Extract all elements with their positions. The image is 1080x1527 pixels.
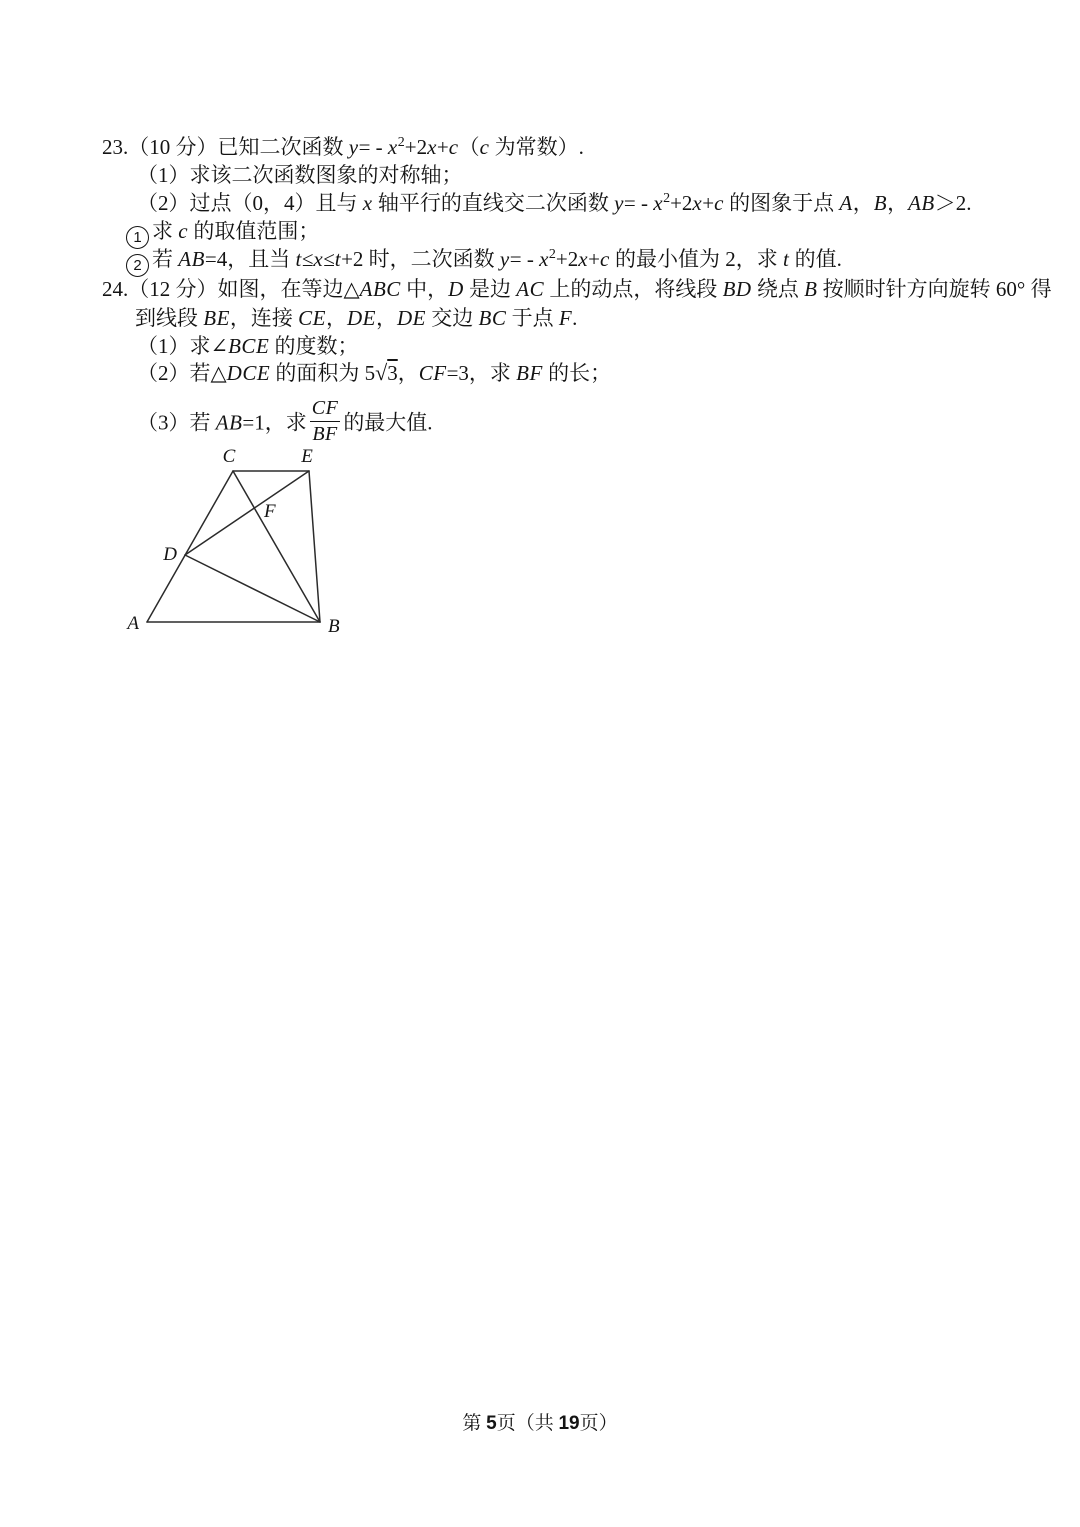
figure-edge-AC xyxy=(147,471,233,622)
figure-edge-EB xyxy=(309,471,320,622)
figure-label-A: A xyxy=(127,613,139,634)
q23-part-2: （2）过点（0，4）且与 x 轴平行的直线交二次函数 $y= - x^2+2x+c$ 的图象于点 A，B，AB＞2. xyxy=(137,191,972,215)
figure-edge-DE xyxy=(185,471,309,555)
q24-part-1: （1）求∠BCE 的度数； xyxy=(137,334,359,358)
figure-label-D: D xyxy=(163,544,177,565)
geometry-figure-svg xyxy=(125,448,357,644)
geometry-figure xyxy=(125,448,357,649)
q24-part-3: （3）若 AB=1，求 $\frac{CF}{BF}$ 的最大值. xyxy=(137,397,433,445)
figure-label-F: F xyxy=(264,501,276,522)
q24-part-2: （2）若△DCE 的面积为 5√3，CF=3，求 BF 的长； xyxy=(137,360,612,385)
q23-heading: 23.（10 分）已知二次函数 $y= - x^2+2x+c(c$ 为常数）. xyxy=(102,135,584,159)
q23-sub-circle-1: 1 求 c 的取值范围； xyxy=(0,217,1060,249)
page-footer: 第 5页（共 19页） xyxy=(462,1413,618,1434)
q24-heading: 24.（12 分）如图，在等边△ABC 中，D 是边 AC 上的动点，将线段 BD 绕点 B 按顺时针方向旋转 60° 得 xyxy=(102,277,1052,301)
q24-heading-cont: 到线段 BE，连接 CE，DE，DE 交边 BC 于点 F. xyxy=(135,306,578,330)
figure-label-E: E xyxy=(301,448,313,467)
figure-label-C: C xyxy=(222,448,236,467)
q23-part-1: （1）求该二次函数图象的对称轴； xyxy=(137,163,463,187)
figure-edge-DB xyxy=(185,555,320,622)
figure-label-B: B xyxy=(328,616,340,637)
q23-sub-circle-2: 2 若 AB=4，且当 t≤x≤t+2 时，二次函数 $y= - x^2+2x+c$ 的最小值为 2，求 t 的值. xyxy=(0,245,1060,277)
